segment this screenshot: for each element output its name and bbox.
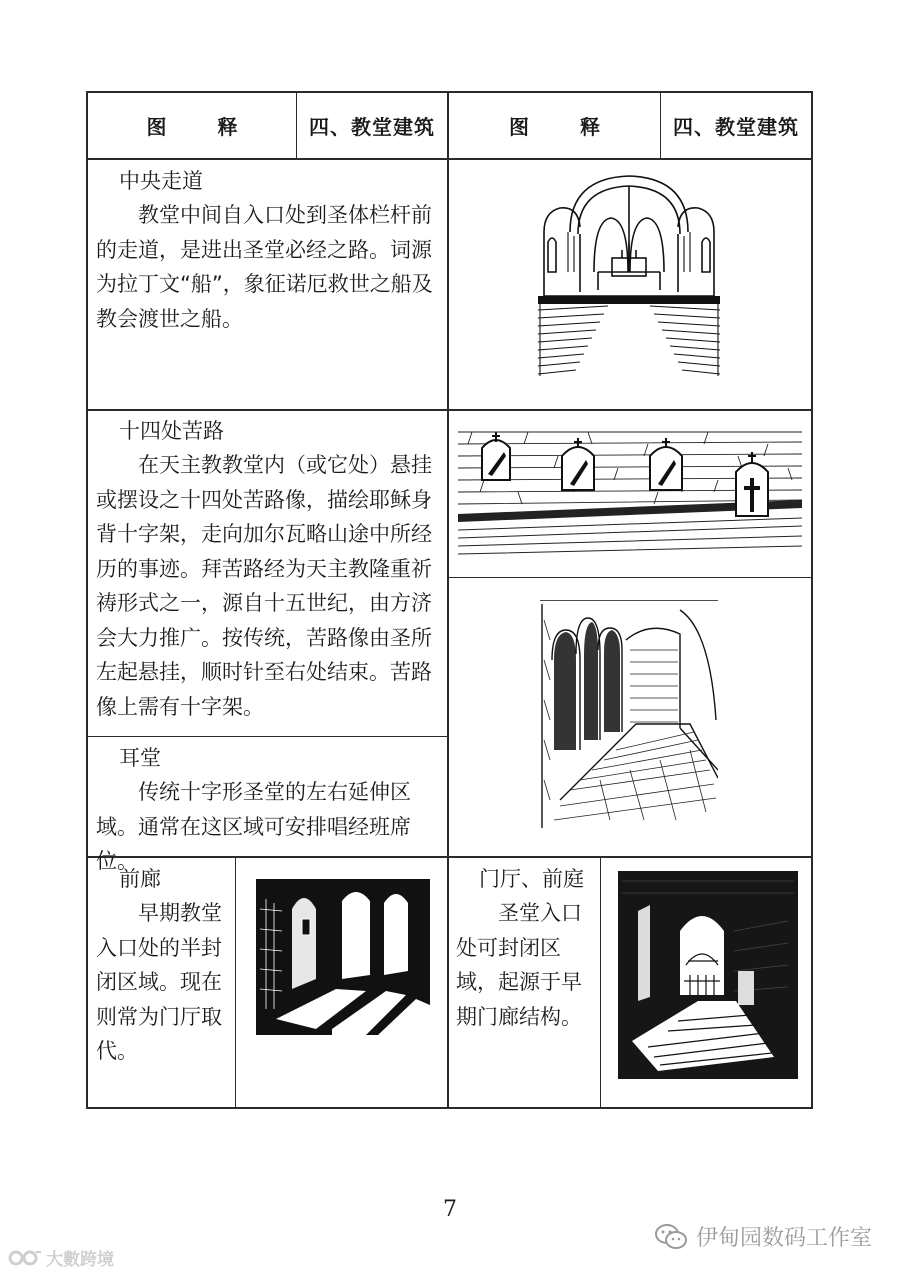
- transept-top-line: [86, 736, 448, 737]
- vestibule-text-cell: [456, 862, 594, 1034]
- transept-description: 传统十字形圣堂的左右延伸区域。通常在这区域可安排唱经班席位。: [96, 780, 411, 873]
- watermark-left-text: 大數跨境: [46, 1250, 114, 1270]
- nave-description: 教堂中间自入口处到圣体栏杆前的走道，是进出圣堂必经之路。词源为拉丁文“船”，象征诺厄救世之船及教会渡世之船。: [96, 203, 433, 331]
- watermark-right: [654, 1221, 872, 1252]
- stations-description: 在天主教教堂内（或它处）悬挂或摆设之十四处苦路像，描绘耶稣身背十字架，走向加尔瓦略山途中所经历的事迹。拜苦路经为天主教隆重祈祷形式之一，源自十五世纪，由方济会大力推广。按传统，苦路像由圣所左起悬挂，顺时针至右处结束。苦路像上需有十字架。: [96, 453, 432, 719]
- narthex-divider: [235, 857, 236, 1108]
- vestibule-illustration: [618, 871, 798, 1079]
- nave-term: 中央走道: [119, 169, 203, 193]
- stations-text-cell: [96, 414, 440, 724]
- narthex-term: 前廊: [119, 867, 161, 891]
- page-number: 7: [443, 1197, 457, 1222]
- header-section-title-right: 四、教堂建筑: [673, 115, 799, 139]
- header-section-title-left: 四、教堂建筑: [309, 115, 435, 139]
- watermark-left: [8, 1245, 114, 1270]
- table-border-left: [86, 91, 88, 1109]
- row1-line: [86, 409, 813, 411]
- vestibule-description: 圣堂入口处可封闭区域，起源于早期门廊结构。: [456, 901, 582, 1029]
- table-divider-center: [447, 91, 449, 1109]
- transept-text-cell: [96, 741, 442, 879]
- nave-illustration: [538, 172, 720, 378]
- right-pic-divider: [448, 577, 812, 578]
- header-label-illustration-right: 图 释: [509, 115, 622, 139]
- table-border-bottom: [86, 1107, 813, 1109]
- vestibule-term: 门厅、前庭: [479, 867, 584, 891]
- nave-text-cell: [96, 164, 440, 336]
- header-label-illustration-left: 图 释: [146, 115, 260, 139]
- transept-illustration: [540, 600, 718, 828]
- stations-term: 十四处苦路: [119, 419, 224, 443]
- transept-term: 耳堂: [119, 746, 161, 770]
- watermark-right-text: 伊甸园数码工作室: [695, 1226, 872, 1251]
- narthex-description: 早期教堂入口处的半封闭区域。现在则常为门厅取代。: [96, 901, 222, 1063]
- narthex-text-cell: [96, 862, 228, 1069]
- narthex-illustration: [256, 879, 430, 1035]
- table-border-right: [811, 91, 813, 1109]
- vestibule-divider: [600, 857, 601, 1108]
- logo-icon: [8, 1248, 42, 1268]
- header-row-line: [86, 158, 813, 160]
- wechat-icon: [654, 1223, 688, 1251]
- stations-of-cross-illustration: [458, 426, 802, 558]
